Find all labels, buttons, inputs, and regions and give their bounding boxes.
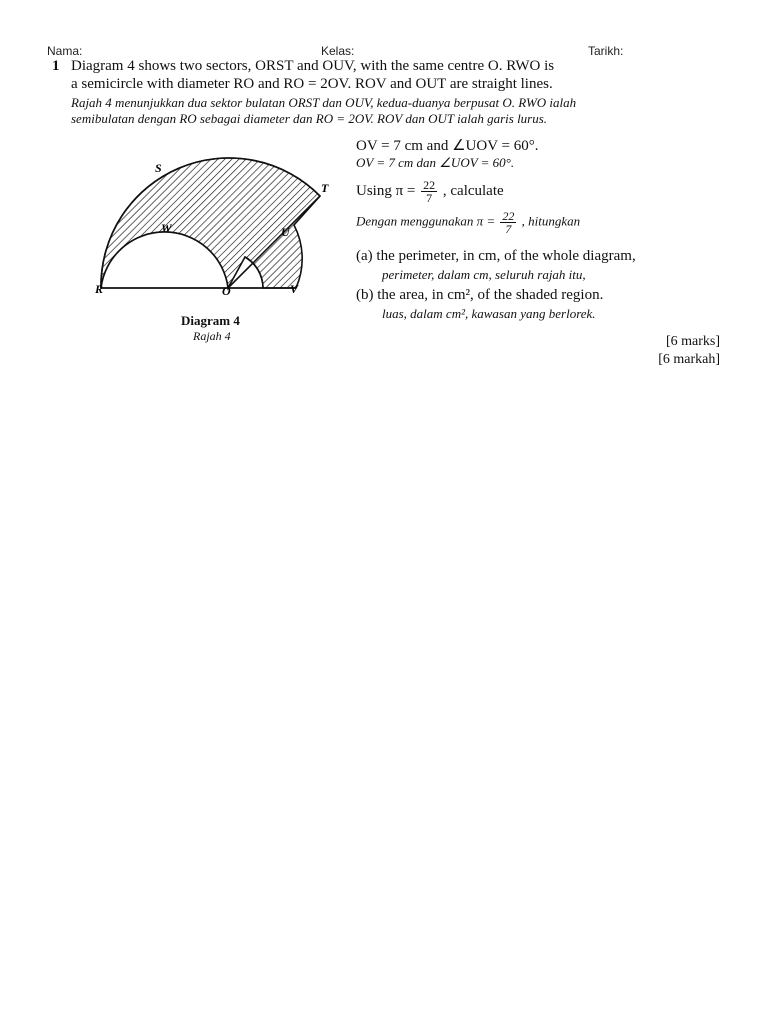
using-pi-ms bbox=[356, 210, 580, 235]
label-W: W bbox=[161, 221, 172, 235]
label-T: T bbox=[321, 181, 329, 195]
question-number: 1 bbox=[52, 58, 60, 74]
pi-denominator: 7 bbox=[426, 191, 433, 205]
label-O: O bbox=[222, 284, 231, 298]
part-b-en: (b) the area, in cm², of the shaded region. bbox=[356, 287, 604, 303]
part-b-ms: luas, dalam cm², kawasan yang berlorek. bbox=[382, 306, 596, 321]
marks-ms: [6 markah] bbox=[658, 352, 720, 367]
marks-en: [6 marks] bbox=[665, 334, 720, 349]
pi-denominator-ms: 7 bbox=[505, 222, 512, 236]
pi-numerator: 22 bbox=[423, 178, 436, 192]
header-kelas: Kelas: bbox=[321, 44, 355, 58]
header-nama: Nama: bbox=[47, 44, 83, 58]
label-U: U bbox=[281, 225, 290, 239]
question-text-ms-line2: semibulatan dengan RO sebagai diameter dan RO = 2OV. ROV dan OUT ialah garis lurus. bbox=[71, 111, 548, 126]
header-tarikh: Tarikh: bbox=[588, 44, 624, 58]
question-text-en-line1: Diagram 4 shows two sectors, ORST and OUV, with the same centre O. RWO is bbox=[71, 58, 555, 74]
diagram-caption-en: Diagram 4 bbox=[181, 313, 240, 328]
using-pi-en-text: Using π = bbox=[356, 182, 416, 199]
question-text-en-line2: a semicircle with diameter RO and RO = 2OV. ROV and OUT are straight lines. bbox=[71, 76, 553, 92]
pi-fraction-en bbox=[421, 179, 437, 204]
using-pi-en bbox=[356, 179, 504, 204]
using-pi-ms-text: Dengan menggunakan π = bbox=[356, 213, 496, 229]
part-a-en: (a) the perimeter, in cm, of the whole diagram, bbox=[356, 248, 636, 264]
pi-numerator-ms: 22 bbox=[502, 209, 515, 223]
label-R: R bbox=[95, 282, 104, 296]
label-S: S bbox=[155, 161, 162, 175]
question-text-ms-line1: Rajah 4 menunjukkan dua sektor bulatan ORST dan OUV, kedua-duanya berpusat O. RWO ialah bbox=[71, 95, 577, 110]
using-pi-ms-tail: , hitungkan bbox=[521, 213, 581, 229]
pi-fraction-ms bbox=[500, 210, 516, 235]
part-a-ms: perimeter, dalam cm, seluruh rajah itu, bbox=[382, 267, 586, 282]
given-ms: OV = 7 cm dan ∠UOV = 60°. bbox=[356, 155, 515, 170]
using-pi-en-tail: , calculate bbox=[442, 182, 504, 199]
given-en: OV = 7 cm and ∠UOV = 60°. bbox=[356, 138, 539, 154]
label-V: V bbox=[290, 282, 299, 296]
diagram-caption-ms: Rajah 4 bbox=[193, 329, 231, 343]
